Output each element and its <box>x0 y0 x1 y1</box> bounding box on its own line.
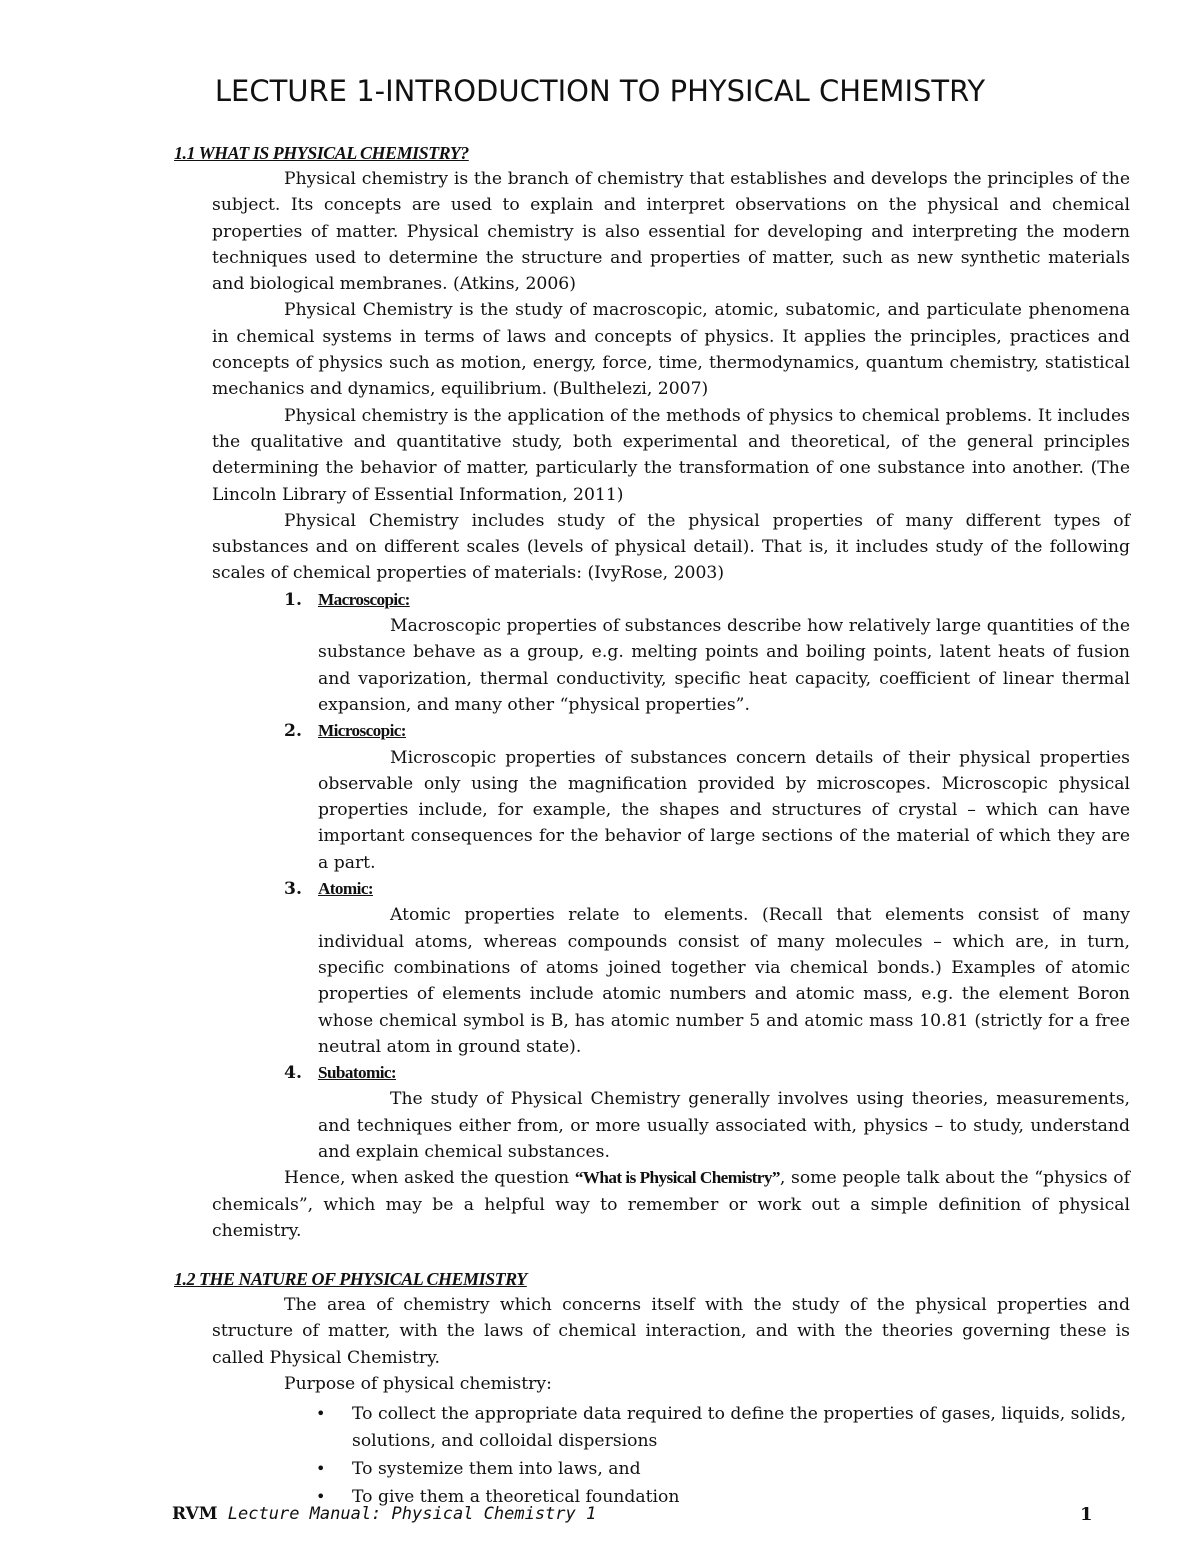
bullet-icon: • <box>316 1458 326 1478</box>
list-label: Macroscopic: <box>318 589 410 609</box>
list-label: Subatomic: <box>318 1063 397 1083</box>
list-item-macroscopic <box>284 587 1130 718</box>
footer-author: RVM <box>172 1504 218 1524</box>
paragraph-nature-definition: The area of chemistry which concerns itself with the study of the physical properties and structure of matter, with the laws of chemical interaction, and with the theories governing these is called Physical Chemistry. <box>212 1295 1130 1368</box>
list-text: Macroscopic properties of substances describe how relatively large quantities of the substance behave as a group, e.g. melting points and boiling points, latent heats of fusion and vaporization, thermal conductivity, specific heat capacity, coefficient of linear thermal expansion, and many other “physical properties”. <box>318 616 1130 715</box>
paragraph-definition-ivyrose: Physical Chemistry includes study of the physical properties of many different types of substances and on different scales (levels of physical detail). That is, it includes study of the following scales of chemical properties of materials: (IvyRose, 2003) <box>212 510 1130 584</box>
paragraph-definition-atkins: Physical chemistry is the branch of chemistry that establishes and develops the principles of the subject. Its concepts are used to explain and interpret observations on the physical and chemical properties of matter. Physical chemistry is also essential for developing and interpreting the modern techniques used to determine the structure and properties of matter, such as new synthetic materials and biological membranes. (Atkins, 2006) <box>212 169 1130 295</box>
purpose-label: Purpose of physical chemistry: <box>284 1374 552 1395</box>
list-item-microscopic <box>284 718 1130 876</box>
list-number: 3. <box>284 879 302 900</box>
page-title: LECTURE 1-INTRODUCTION TO PHYSICAL CHEMISTRY <box>214 74 986 108</box>
paragraph-conclusion <box>212 1165 1130 1244</box>
list-label: Microscopic: <box>318 721 406 741</box>
conclusion-question: “What is Physical Chemistry” <box>574 1168 780 1188</box>
list-text: Atomic properties relate to elements. (Recall that elements consist of many individual atoms, whereas compounds consist of many molecules – which are, in turn, specific combinations of atoms joined together via chemical bonds.) Examples of atomic properties of elements include atomic numbers and atomic mass, e.g. the element Boron whose chemical symbol is B, has atomic number 5 and atomic mass 10.81 (strictly for a free neutral atom in ground state). <box>318 905 1130 1057</box>
purpose-text: To collect the appropriate data required to define the properties of gases, liquids, solids, solutions, and colloidal dispersions <box>352 1404 1127 1451</box>
paragraph-definition-lincoln: Physical chemistry is the application of the methods of physics to chemical problems. It includes the qualitative and quantitative study, both experimental and theoretical, of the general principles determining the behavior of matter, particularly the transformation of one substance into another. (The Lincoln Library of Essential Information, 2011) <box>212 405 1130 505</box>
list-number: 2. <box>284 721 302 742</box>
list-number: 4. <box>284 1063 302 1084</box>
page-number: 1 <box>1080 1504 1093 1525</box>
scales-list <box>212 587 1130 1166</box>
bullet-icon: • <box>316 1404 326 1424</box>
list-item-subatomic <box>284 1060 1130 1165</box>
bullet-icon: • <box>316 1487 326 1507</box>
list-text: The study of Physical Chemistry generally involves using theories, measurements, and techniques either from, or more usually associated with, physics – to study, understand and explain chemical substances. <box>318 1089 1130 1162</box>
purpose-list <box>212 1401 1130 1510</box>
conclusion-text-end: , some people talk about the “physics of chemicals”, which may be a helpful way to remember or work out a simple definition of physical chemistry. <box>212 1168 1130 1241</box>
page-content <box>174 140 1130 1513</box>
list-number: 1. <box>284 589 302 610</box>
section-heading-what-is: 1.1 WHAT IS PHYSICAL CHEMISTRY? <box>174 143 469 163</box>
conclusion-text-start: Hence, when asked the question <box>284 1168 575 1189</box>
paragraph-definition-bulthelezi: Physical Chemistry is the study of macroscopic, atomic, subatomic, and particulate phenomena in chemical systems in terms of laws and concepts of physics. It applies the principles, practices and concepts of physics such as motion, energy, force, time, thermodynamics, quantum chemistry, statistical mechanics and dynamics, equilibrium. (Bulthelezi, 2007) <box>212 300 1130 400</box>
list-text: Microscopic properties of substances concern details of their physical properties observable only using the magnification provided by microscopes. Microscopic physical properties include, for example, the shapes and structures of crystal – which can have important consequences for the behavior of large sections of the material of which they are a part. <box>318 747 1130 873</box>
list-item <box>316 1456 1130 1482</box>
purpose-text: To give them a theoretical foundation <box>352 1487 680 1508</box>
footer-manual <box>172 1504 596 1524</box>
list-item-atomic <box>284 876 1130 1060</box>
purpose-text: To systemize them into laws, and <box>352 1458 641 1479</box>
list-label: Atomic: <box>318 879 373 899</box>
list-item <box>316 1401 1130 1454</box>
footer-manual-title: Lecture Manual: Physical Chemistry 1 <box>227 1504 597 1524</box>
section-heading-nature: 1.2 THE NATURE OF PHYSICAL CHEMISTRY <box>174 1269 527 1290</box>
